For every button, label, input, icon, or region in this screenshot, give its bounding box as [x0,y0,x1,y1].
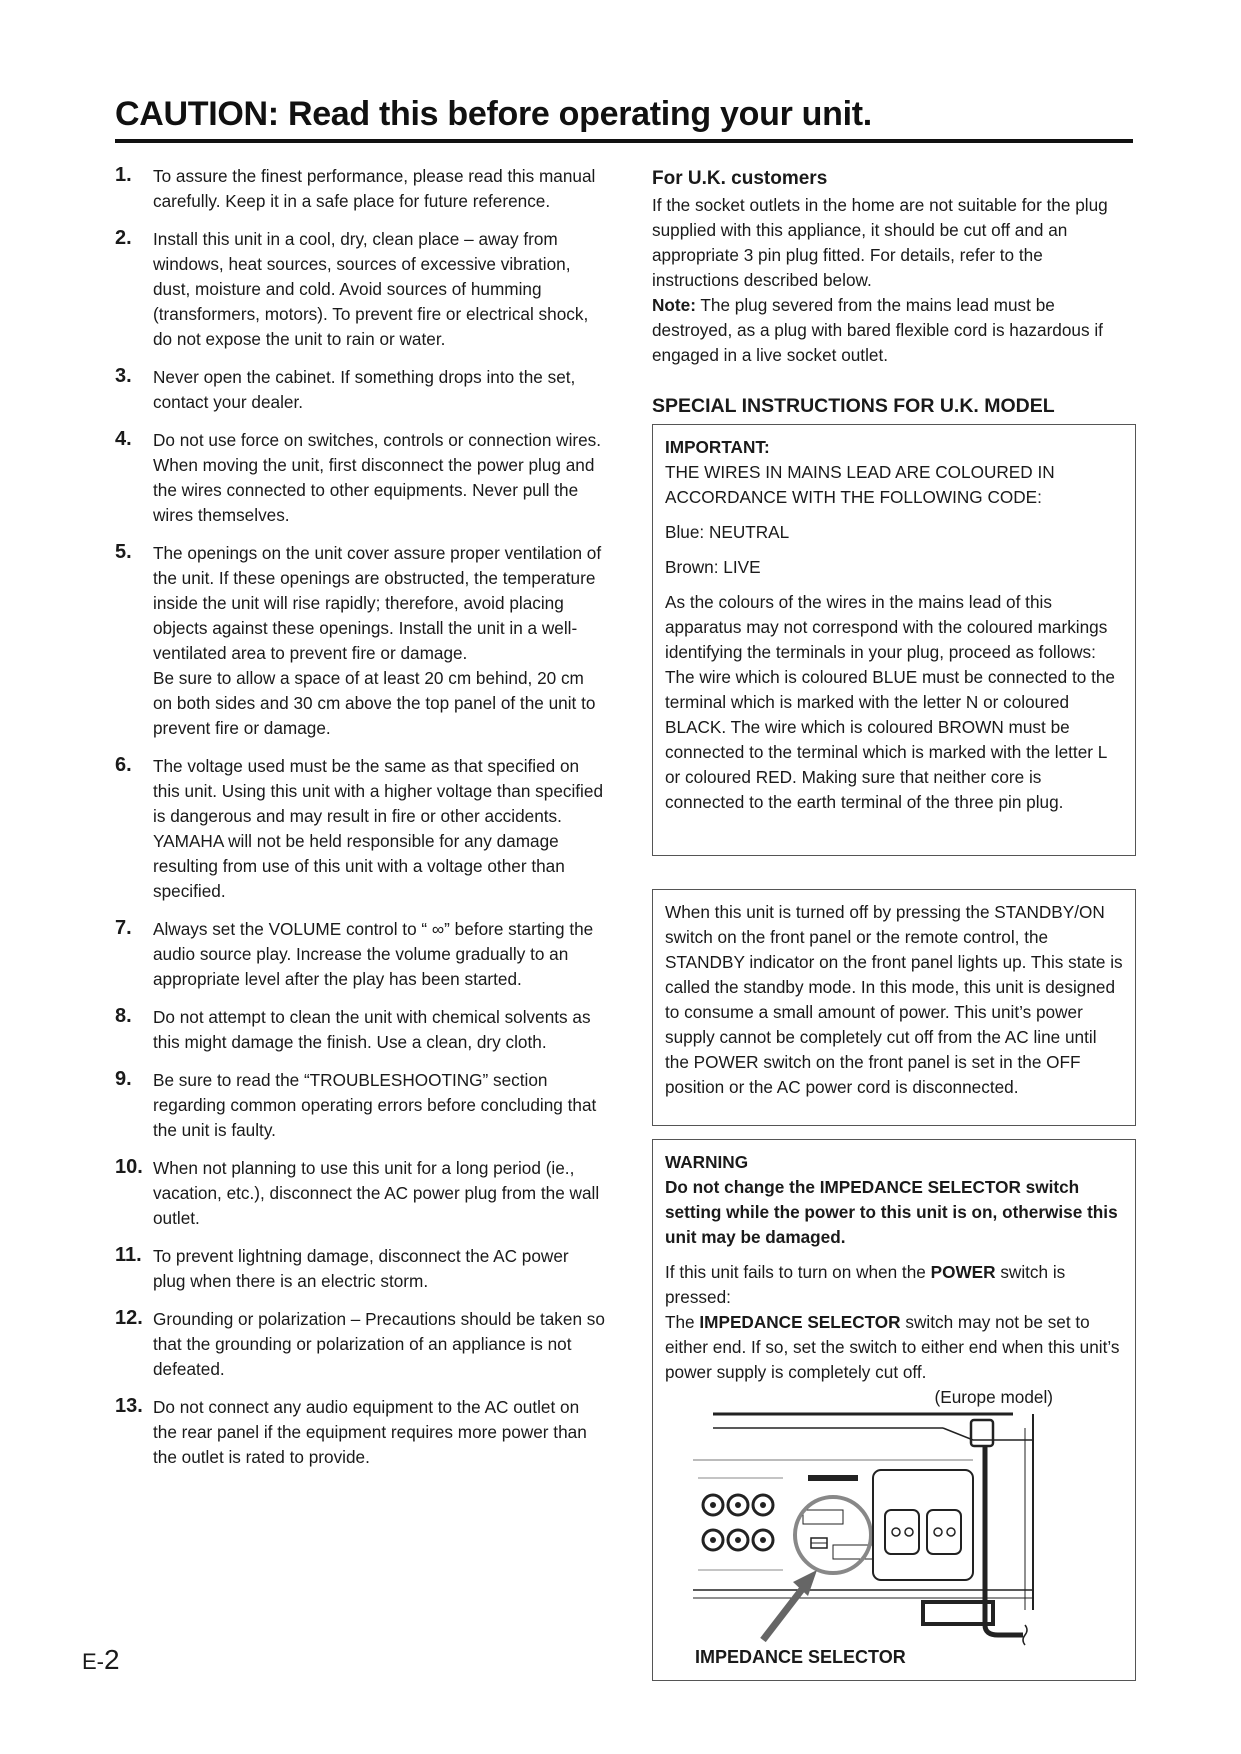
caution-item-text: Never open the cabinet. If something drops into the set, contact your dealer. [153,367,576,412]
caution-item-number: 6. [115,754,132,776]
caution-item-number: 8. [115,1005,132,1027]
uk-body: If the socket outlets in the home are not suitable for the plug supplied with this appliance, it should be cut off and an appropriate 3 pin plug fitted. For details, refer to the instructions described below. [652,195,1108,290]
uk-heading: For U.K. customers [652,168,828,189]
warning-imp-c: switch may not be set to either end. If so, set the switch to either end when this unit’s power supply is completely cut off. [665,1312,1120,1382]
caution-item-number: 3. [115,365,132,387]
warning-imp-a: The [665,1312,700,1332]
wire-brown: Brown: LIVE [665,557,761,577]
warning-power-text [665,1260,1123,1310]
caution-item-number: 4. [115,428,132,450]
caution-list [115,164,605,1483]
uk-note-label: Note: [652,295,696,315]
caution-item [115,164,605,214]
page-number-value: 2 [104,1644,120,1675]
wire-blue: Blue: NEUTRAL [665,522,790,542]
important-text: THE WIRES IN MAINS LEAD ARE COLOURED IN ACCORDANCE WITH THE FOLLOWING CODE: [665,462,1055,507]
caution-item [115,428,605,528]
uk-note [652,293,1134,368]
caution-item-text: To assure the finest performance, please read this manual carefully. Keep it in a safe place for future reference. [153,166,596,211]
warning-power-b: POWER [930,1262,996,1282]
warning-box [652,1139,1136,1681]
caution-item-number: 12. [115,1307,143,1329]
caution-item-text: Do not use force on switches, controls or connection wires. When moving the unit, first disconnect the power plug and the wires connected to other equipments. Never pull the wires themselves. [153,430,602,525]
caution-item [115,917,605,992]
wire-instructions: As the colours of the wires in the mains lead of this apparatus may not correspond with the coloured markings identifying the terminals in your plug, proceed as follows: The wire which is coloured BLUE must be connected to the terminal which is marked with the letter N or coloured BLACK. The wire which is coloured BROWN must be connected to the terminal which is marked with the letter L or coloured RED. Making sure that neither core is connected to the earth terminal of the three pin plug. [665,592,1115,812]
impedance-selector-caption: IMPEDANCE SELECTOR [695,1647,906,1667]
warning-impedance-text [665,1310,1123,1385]
page-prefix: E- [82,1649,104,1674]
caution-item-number: 1. [115,164,132,186]
uk-note-text: The plug severed from the mains lead must be destroyed, as a plug with bared flexible cord is hazardous if engaged in a live socket outlet. [652,295,1103,365]
caution-item [115,754,605,904]
page-title: CAUTION: Read this before operating your unit. [115,95,872,133]
caution-item [115,365,605,415]
caution-item-number: 7. [115,917,132,939]
special-heading: SPECIAL INSTRUCTIONS FOR U.K. MODEL [652,395,1055,417]
caution-item-text: Do not attempt to clean the unit with chemical solvents as this might damage the finish. Use a clean, dry cloth. [153,1007,591,1052]
warning-bold-text: Do not change the IMPEDANCE SELECTOR switch setting while the power to this unit is on, otherwise this unit may be damaged. [665,1177,1118,1247]
page-number [82,1644,120,1676]
caution-item-number: 2. [115,227,132,249]
standby-text: When this unit is turned off by pressing the STANDBY/ON switch on the front panel or the remote control, the STANDBY indicator on the front panel lights up. This state is called the standby mode. In this mode, this unit is designed to consume a small amount of power. This unit’s power supply cannot be completely cut off from the AC line until the POWER switch on the front panel is set in the OFF position or the AC power cord is disconnected. [665,902,1123,1097]
caution-item-text: Grounding or polarization – Precautions should be taken so that the grounding or polarization of an appliance is not defeated. [153,1309,605,1379]
europe-model-label: (Europe model) [934,1387,1053,1407]
caution-item [115,541,605,741]
caution-item-text: The voltage used must be the same as that specified on this unit. Using this unit with a higher voltage than specified is dangerous and may result in fire or other accidents. YAMAHA will not be held responsible for any damage resulting from use of this unit with a voltage other than specified. [153,756,603,901]
caution-item-number: 9. [115,1068,132,1090]
caution-item [115,1244,605,1294]
caution-item-text: To prevent lightning damage, disconnect the AC power plug when there is an electric storm. [153,1246,569,1291]
uk-customers-section [652,166,1134,425]
caution-item-text: Do not connect any audio equipment to the AC outlet on the rear panel if the equipment requires more power than the outlet is rated to provide. [153,1397,587,1467]
caution-item-number: 10. [115,1156,143,1178]
caution-item [115,1307,605,1382]
rear-panel-illustration [693,1410,1083,1650]
caution-item-number: 11. [115,1244,142,1266]
caution-item-number: 13. [115,1395,143,1417]
warning-imp-b: IMPEDANCE SELECTOR [699,1312,901,1332]
caution-item [115,1005,605,1055]
speaker-terminals [698,1478,783,1570]
pointer-arrow-icon [763,1570,817,1640]
caution-item-text: The openings on the unit cover assure proper ventilation of the unit. If these openings are obstructed, the temperature inside the unit will rise rapidly; therefore, avoid placing objects against these openings. Install the unit in a well-ventilated area to prevent fire or damage. [153,543,602,663]
caution-item-number: 5. [115,541,132,563]
caution-item [115,227,605,352]
caution-item-text: Be sure to read the “TROUBLESHOOTING” section regarding common operating errors before concluding that the unit is faulty. [153,1070,597,1140]
warning-power-c: switch is pressed: [665,1262,1066,1307]
power-cord [971,1420,1027,1645]
caution-item-text: When not planning to use this unit for a long period (ie., vacation, etc.), disconnect the AC power plug from the wall outlet. [153,1158,600,1228]
caution-item-text: Be sure to allow a space of at least 20 cm behind, 20 cm on both sides and 30 cm above the top panel of the unit to prevent fire or damage. [153,668,596,738]
caution-item [115,1068,605,1143]
important-box [652,424,1136,856]
ac-outlets [873,1470,973,1580]
caution-item [115,1156,605,1231]
title-divider [115,139,1133,143]
caution-item-text: Always set the VOLUME control to “ ∞” before starting the audio source play. Increase the volume gradually to an appropriate level after the play has been started. [153,919,594,989]
warning-label: WARNING [665,1152,749,1172]
important-label: IMPORTANT: [665,437,770,457]
caution-item [115,1395,605,1470]
standby-box [652,889,1136,1126]
caution-item-text: Install this unit in a cool, dry, clean place – away from windows, heat sources, sources of excessive vibration, dust, moisture and cold. Avoid sources of humming (transformers, motors). To prevent fire or electrical shock, do not expose the unit to rain or water. [153,229,589,349]
warning-power-a: If this unit fails to turn on when the [665,1262,931,1282]
impedance-selector-switch [795,1475,873,1573]
